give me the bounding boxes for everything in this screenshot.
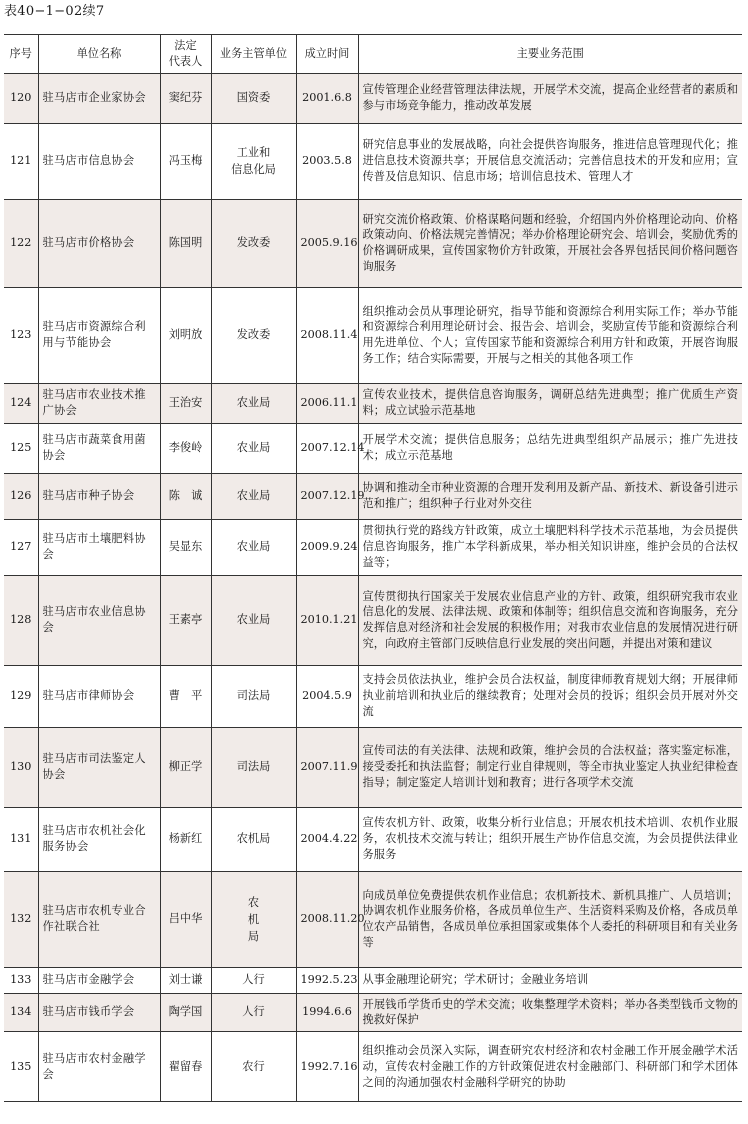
cell-num: 132: [4, 871, 38, 967]
cell-num: 130: [4, 727, 38, 807]
cell-scope: 研究信息事业的发展战略，向社会提供咨询服务，推进信息管理现代化；推进信息技术资源共享；开展信息交流活动；完善信息技术的开发和应用；宣传普及信息知识、信息市场；培训信息技术、管理人才: [358, 123, 742, 199]
table-row: [4, 519, 742, 575]
table-row: [4, 727, 742, 807]
cell-representative: 柳正学: [160, 727, 211, 807]
cell-date: 2008.11.4: [296, 287, 358, 383]
cell-scope: 贯彻执行党的路线方针政策，成立土壤肥料科学技术示范基地，为会员提供信息咨询服务，推广本学科新成果，举办相关知识讲座，维护会员的合法权益等；: [358, 519, 742, 575]
cell-name: 驻马店市土壤肥料协会: [38, 519, 160, 575]
cell-date: 1992.7.16: [296, 1032, 358, 1102]
cell-department: 农业局: [211, 423, 296, 473]
cell-department: 发改委: [211, 199, 296, 287]
cell-date: 2003.5.8: [296, 123, 358, 199]
cell-num: 124: [4, 383, 38, 423]
cell-name: 驻马店市农机社会化服务协会: [38, 807, 160, 871]
cell-date: 1994.6.6: [296, 993, 358, 1032]
cell-name: 驻马店市资源综合利用与节能协会: [38, 287, 160, 383]
cell-scope: 组织推动会员深入实际，调查研究农村经济和农村金融工作开展金融学术活动，宣传农村金融工作的方针政策促进农村金融部门、科研部门和学术团体之间的沟通加强农村金融科学研究的协助: [358, 1032, 742, 1102]
cell-name: 驻马店市农机专业合作社联合社: [38, 871, 160, 967]
cell-name: 驻马店市农业技术推广协会: [38, 383, 160, 423]
cell-date: 1992.5.23: [296, 967, 358, 993]
cell-representative: 曹 平: [160, 665, 211, 727]
cell-scope: 开展钱币学货币史的学术交流；收集整理学术资料；举办各类型钱币文物的挽救好保护: [358, 993, 742, 1032]
table-row: [4, 993, 742, 1032]
cell-num: 131: [4, 807, 38, 871]
table-row: [4, 383, 742, 423]
cell-scope: 宣传司法的有关法律、法规和政策，维护会员的合法权益；落实鉴定标准，接受委托和执法监督；制定行业自律规则，等全市执业鉴定人执业纪律检查指导；制定鉴定人培训计划和教育；进行各项学术交流: [358, 727, 742, 807]
table-row: [4, 73, 742, 123]
cell-scope: 宣传农机方针、政策，收集分析行业信息；开展农机技术培训、农机作业服务，农机技术交流与转让；组织开展生产协作信息交流，为会员提供法律业务服务: [358, 807, 742, 871]
cell-scope: 协调和推动全市种业资源的合理开发利用及新产品、新技术、新设备引进示范和推广；组织种子行业对外交往: [358, 473, 742, 519]
cell-name: 驻马店市蔬菜食用菌协会: [38, 423, 160, 473]
cell-scope: 宣传贯彻执行国家关于发展农业信息产业的方针、政策，组织研究我市农业信息化的发展、法律法规、政策和体制等；组织信息交流和咨询服务，充分发挥信息对经济和社会发展的积极作用；对我市农业信息的发展情况进行研究，向政府主管部门反映信息行业发展的突出问题，并提出对策和建议: [358, 575, 742, 665]
cell-date: 2006.11.1: [296, 383, 358, 423]
table-header-row: [4, 35, 742, 74]
cell-representative: 吴显东: [160, 519, 211, 575]
cell-name: 驻马店市信息协会: [38, 123, 160, 199]
cell-num: 135: [4, 1032, 38, 1102]
cell-representative: 冯玉梅: [160, 123, 211, 199]
table-row: [4, 967, 742, 993]
cell-date: 2010.1.21: [296, 575, 358, 665]
header-num: 序号: [4, 35, 38, 74]
cell-department: 司法局: [211, 665, 296, 727]
cell-department: 农业局: [211, 383, 296, 423]
table-caption: 表40−1−02续7: [4, 4, 105, 19]
cell-num: 125: [4, 423, 38, 473]
cell-department: 农 机 局: [211, 871, 296, 967]
cell-name: 驻马店市企业家协会: [38, 73, 160, 123]
table-row: [4, 665, 742, 727]
table-row: [4, 473, 742, 519]
table-row: [4, 199, 742, 287]
cell-department: 人行: [211, 967, 296, 993]
cell-representative: 陈国明: [160, 199, 211, 287]
cell-name: 驻马店市农村金融学会: [38, 1032, 160, 1102]
header-rep: 法定 代表人: [160, 35, 211, 74]
cell-representative: 王素亭: [160, 575, 211, 665]
organizations-table: [4, 34, 742, 1102]
table-row: [4, 423, 742, 473]
table-row: [4, 1032, 742, 1102]
cell-scope: 组织推动会员从事理论研究，指导节能和资源综合利用实际工作；举办节能和资源综合利用理论研讨会、报告会、培训会，奖励宣传节能和资源综合利用先进单位、个人；宣传国家节能和资源综合利用方针和政策，开展咨询服务工作；结合实际需要，开展与之相关的其他各项工作: [358, 287, 742, 383]
cell-name: 驻马店市司法鉴定人协会: [38, 727, 160, 807]
cell-num: 121: [4, 123, 38, 199]
cell-department: 农行: [211, 1032, 296, 1102]
cell-department: 农业局: [211, 519, 296, 575]
cell-department: 农业局: [211, 575, 296, 665]
cell-name: 驻马店市金融学会: [38, 967, 160, 993]
cell-date: 2008.11.20: [296, 871, 358, 967]
cell-num: 122: [4, 199, 38, 287]
header-name: 单位名称: [38, 35, 160, 74]
cell-department: 农业局: [211, 473, 296, 519]
cell-name: 驻马店市律师协会: [38, 665, 160, 727]
cell-num: 127: [4, 519, 38, 575]
header-date: 成立时间: [296, 35, 358, 74]
header-dept: 业务主管单位: [211, 35, 296, 74]
cell-num: 120: [4, 73, 38, 123]
cell-representative: 陶学国: [160, 993, 211, 1032]
cell-representative: 刘明放: [160, 287, 211, 383]
cell-department: 司法局: [211, 727, 296, 807]
cell-department: 发改委: [211, 287, 296, 383]
cell-num: 128: [4, 575, 38, 665]
header-scope: 主要业务范围: [358, 35, 742, 74]
cell-num: 134: [4, 993, 38, 1032]
cell-representative: 王治安: [160, 383, 211, 423]
cell-date: 2007.12.14: [296, 423, 358, 473]
cell-representative: 陈 诚: [160, 473, 211, 519]
cell-department: 工业和 信息化局: [211, 123, 296, 199]
cell-scope: 向成员单位免费提供农机作业信息；农机新技术、新机具推广、人员培训；协调农机作业服务价格，各成员单位生产、生活资料采购及价格，各成员单位农产品销售，各成员单位承担国家或集体个人委托的科研项目和有关业务等: [358, 871, 742, 967]
cell-department: 农机局: [211, 807, 296, 871]
cell-date: 2004.4.22: [296, 807, 358, 871]
cell-scope: 宣传管理企业经营管理法律法规，开展学术交流，提高企业经营者的素质和参与市场竞争能力，推动改革发展: [358, 73, 742, 123]
cell-department: 国资委: [211, 73, 296, 123]
table-row: [4, 871, 742, 967]
cell-date: 2004.5.9: [296, 665, 358, 727]
cell-num: 123: [4, 287, 38, 383]
cell-scope: 开展学术交流；提供信息服务；总结先进典型组织产品展示；推广先进技术；成立示范基地: [358, 423, 742, 473]
cell-name: 驻马店市钱币学会: [38, 993, 160, 1032]
cell-representative: 吕中华: [160, 871, 211, 967]
cell-name: 驻马店市农业信息协会: [38, 575, 160, 665]
cell-date: 2009.9.24: [296, 519, 358, 575]
table-row: [4, 123, 742, 199]
table-row: [4, 807, 742, 871]
cell-representative: 杨新红: [160, 807, 211, 871]
cell-name: 驻马店市种子协会: [38, 473, 160, 519]
cell-representative: 李俊岭: [160, 423, 211, 473]
cell-num: 129: [4, 665, 38, 727]
cell-date: 2001.6.8: [296, 73, 358, 123]
cell-representative: 窦纪芬: [160, 73, 211, 123]
cell-num: 133: [4, 967, 38, 993]
table-row: [4, 287, 742, 383]
cell-date: 2007.12.19: [296, 473, 358, 519]
cell-scope: 研究交流价格政策、价格谋略问题和经验，介绍国内外价格理论动向、价格政策动向、价格法规完善情况；举办价格理论研究会、培训会，奖励优秀的价格调研成果，宣传国家物价方针政策，开展社会各界包括民间价格问题咨询服务: [358, 199, 742, 287]
cell-department: 人行: [211, 993, 296, 1032]
cell-scope: 宣传农业技术，提供信息咨询服务，调研总结先进典型；推广优质生产资料；成立试验示范基地: [358, 383, 742, 423]
cell-date: 2005.9.16: [296, 199, 358, 287]
cell-scope: 支持会员依法执业，维护会员合法权益，制度律师教育规划大纲；开展律师执业前培训和执业后的继续教育；处理对会员的投诉；组织会员开展对外交流: [358, 665, 742, 727]
cell-representative: 翟留春: [160, 1032, 211, 1102]
cell-name: 驻马店市价格协会: [38, 199, 160, 287]
cell-representative: 刘士谦: [160, 967, 211, 993]
cell-scope: 从事金融理论研究；学术研讨；金融业务培训: [358, 967, 742, 993]
cell-num: 126: [4, 473, 38, 519]
table-row: [4, 575, 742, 665]
table-body: [4, 73, 742, 1102]
cell-date: 2007.11.9: [296, 727, 358, 807]
